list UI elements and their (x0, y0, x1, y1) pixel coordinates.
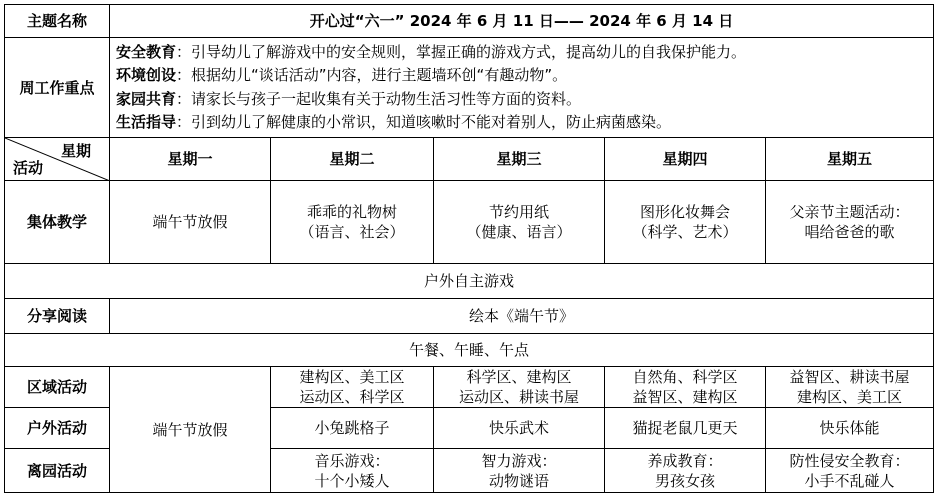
leave-tue (271, 449, 434, 493)
cell-line: （科学、艺术） (632, 223, 738, 241)
reading-content: 绘本《端午节》 (110, 299, 934, 334)
cell-line: 科学区、建构区 (466, 368, 572, 386)
group-teaching-fri (766, 181, 934, 264)
corner-top-label: 星期 (60, 142, 91, 160)
cell-line: 父亲节主题活动： (789, 203, 910, 221)
cell-line: 自然角、科学区 (632, 368, 738, 386)
cell-line: 端午节放假 (152, 213, 228, 231)
leave-thu (605, 449, 766, 493)
leave-label: 离园活动 (5, 449, 110, 493)
focus-key: 安全教育 (116, 42, 177, 61)
weekly-plan-table (4, 4, 934, 493)
group-teaching-wed (434, 181, 605, 264)
outdoor-fri: 快乐体能 (766, 408, 934, 449)
cell-line: 益智区、耕读书屋 (789, 368, 910, 386)
cell-line: 乖乖的礼物树 (306, 203, 397, 221)
cell-line: 唱给爸爸的歌 (804, 223, 895, 241)
cell-line: 建构区、美工区 (797, 388, 903, 406)
focus-text: ：请家长与孩子一起收集有关于动物生活习性等方面的资料。 (176, 89, 582, 108)
day-header-thu: 星期四 (605, 138, 766, 181)
cell-line: （健康、语言） (466, 223, 572, 241)
cell-line: 男孩女孩 (654, 471, 715, 490)
focus-text: ：引到幼儿了解健康的小常识，知道咳嗽时不能对着别人，防止病菌感染。 (176, 113, 672, 131)
focus-item (116, 88, 927, 112)
cell-line: 小手不乱碰人 (804, 471, 895, 490)
cell-line: 十个小矮人 (314, 471, 390, 490)
cell-line: 图形化妆舞会 (639, 203, 730, 221)
area-wed (434, 367, 605, 408)
area-label: 区域活动 (5, 367, 110, 408)
focus-text: ：根据幼儿“谈话活动”内容，进行主题墙环创“有趣动物”。 (176, 66, 568, 84)
cell-line: 建构区、美工区 (299, 368, 405, 386)
day-header-tue: 星期二 (271, 138, 434, 181)
leave-fri (766, 449, 934, 493)
outdoor-free-play-row: 户外自主游戏 (5, 264, 934, 299)
cell-line: 运动区、科学区 (299, 388, 405, 406)
cell-line: 益智区、建构区 (632, 388, 738, 406)
day-header-mon: 星期一 (110, 138, 271, 181)
holiday-cell: 端午节放假 (110, 367, 271, 493)
theme-title: 开心过“六一” 2024 年 6 月 11 日—— 2024 年 6 月 14 日 (110, 5, 934, 38)
focus-label: 周工作重点 (5, 38, 110, 138)
cell-line: 智力游戏： (481, 451, 557, 470)
cell-line: 动物谜语 (488, 471, 549, 490)
focus-item (116, 111, 927, 135)
theme-label: 主题名称 (5, 5, 110, 38)
outdoor-tue: 小兔跳格子 (271, 408, 434, 449)
outdoor-label: 户外活动 (5, 408, 110, 449)
group-teaching-thu (605, 181, 766, 264)
focus-text: ：引导幼儿了解游戏中的安全规则，掌握正确的游戏方式，提高幼儿的自我保护能力。 (176, 42, 747, 61)
outdoor-thu: 猫捉老鼠几更天 (605, 408, 766, 449)
reading-label: 分享阅读 (5, 299, 110, 334)
focus-key: 生活指导 (116, 113, 177, 131)
focus-item (116, 64, 927, 88)
outdoor-wed: 快乐武术 (434, 408, 605, 449)
meals-row: 午餐、午睡、午点 (5, 334, 934, 367)
leave-wed (434, 449, 605, 493)
group-teaching-tue (271, 181, 434, 264)
focus-key: 环境创设 (116, 66, 177, 84)
area-thu (605, 367, 766, 408)
cell-line: （语言、社会） (299, 223, 405, 241)
cell-line: 运动区、耕读书屋 (458, 388, 579, 406)
cell-line: 节约用纸 (488, 203, 549, 221)
cell-line: 音乐游戏： (314, 451, 390, 470)
cell-line: 防性侵安全教育： (789, 451, 910, 470)
focus-content (110, 38, 934, 138)
day-header-wed: 星期三 (434, 138, 605, 181)
day-header-fri: 星期五 (766, 138, 934, 181)
corner-header (5, 138, 110, 181)
group-teaching-mon (110, 181, 271, 264)
area-fri (766, 367, 934, 408)
corner-bottom-label: 活动 (13, 159, 44, 177)
focus-key: 家园共育 (116, 89, 177, 108)
cell-line: 养成教育： (647, 451, 723, 470)
group-teaching-label: 集体教学 (5, 181, 110, 264)
focus-item (116, 41, 927, 65)
area-tue (271, 367, 434, 408)
